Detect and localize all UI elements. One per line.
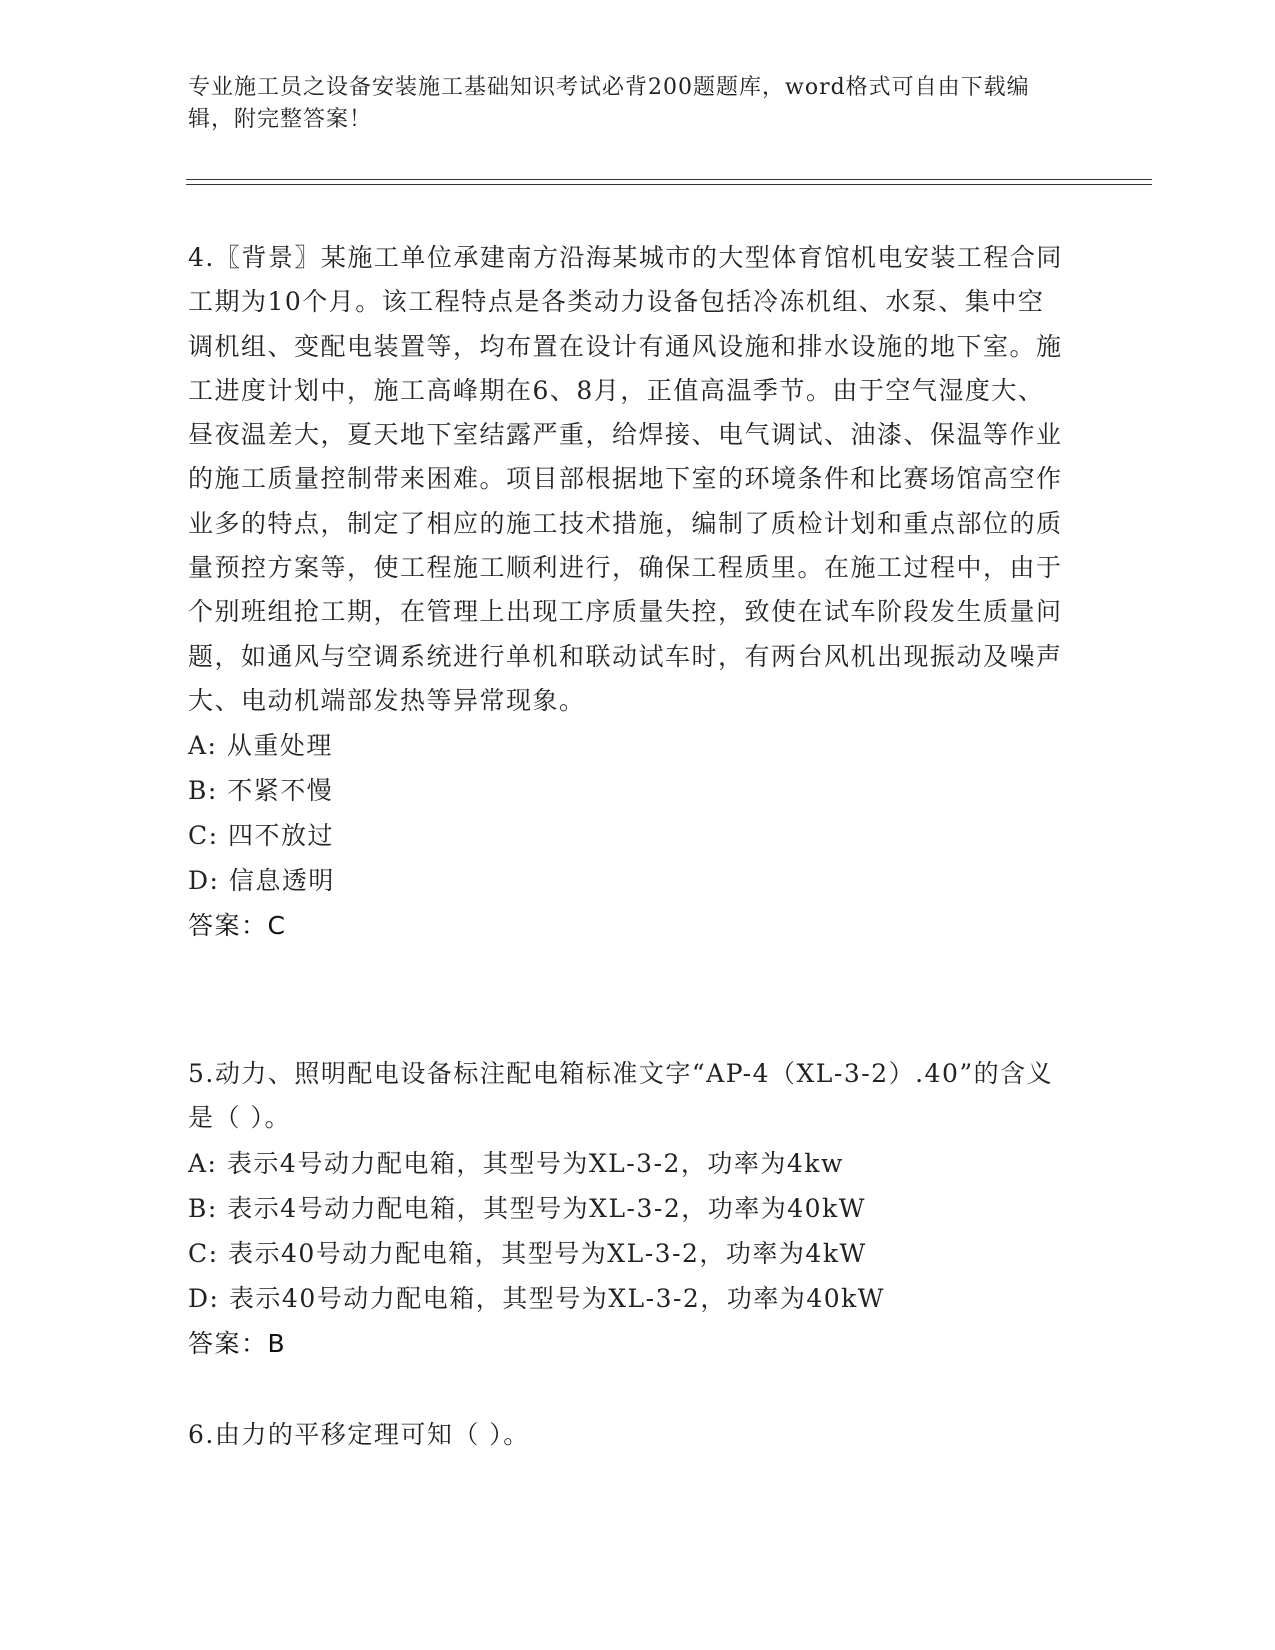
question-6	[188, 1413, 1068, 1457]
question-4-stem: 4.〖背景〗某施工单位承建南方沿海某城市的大型体育馆机电安装工程合同工期为10个月。该工程特点是各类动力设备包括冷冻机组、水泵、集中空调机组、变配电装置等，均布置在设计有通风设施和排水设施的地下室。施工进度计划中，施工高峰期在6、8月，正值高温季节。由于空气湿度大、昼夜温差大，夏天地下室结露严重，给焊接、电气调试、油漆、保温等作业的施工质量控制带来困难。项目部根据地下室的环境条件和比赛场馆高空作业多的特点，制定了相应的施工技术措施，编制了质检计划和重点部位的质量预控方案等，使工程施工顺利进行，确保工程质里。在施工过程中，由于个别班组抢工期，在管理上出现工序质量失控，致使在试车阶段发生质量问题，如通风与空调系统进行单机和联动试车时，有两台风机出现振动及噪声大、电动机端部发热等异常现象。	[188, 243, 1063, 715]
question-5-stem: 5.动力、照明配电设备标注配电箱标准文字“AP-4（XL-3-2）.40”的含义是（ ）。	[188, 1059, 1054, 1133]
question-5-option-d: D: 表示40号动力配电箱，其型号为XL-3-2，功率为40kW	[188, 1283, 885, 1313]
question-4-option-b: B: 不紧不慢	[188, 776, 334, 806]
question-4-option-a: A: 从重处理	[188, 731, 333, 761]
question-4-answer: 答案：C	[188, 911, 287, 941]
header-divider-bottom	[186, 184, 1152, 185]
question-5-option-b: B: 表示4号动力配电箱，其型号为XL-3-2，功率为40kW	[188, 1193, 866, 1223]
question-5	[188, 1052, 1068, 1366]
question-5-answer: 答案：B	[188, 1328, 287, 1358]
question-4-option-d: D: 信息透明	[188, 866, 335, 896]
header-divider-top	[186, 179, 1152, 180]
document-header-title: 专业施工员之设备安装施工基础知识考试必背200题题库，word格式可自由下载编辑，附完整答案！	[188, 75, 1030, 132]
question-6-stem: 6.由力的平移定理可知（ ）。	[188, 1420, 530, 1449]
question-5-option-a: A: 表示4号动力配电箱，其型号为XL-3-2，功率为4kw	[188, 1148, 844, 1178]
question-5-option-c: C: 表示40号动力配电箱，其型号为XL-3-2，功率为4kW	[188, 1238, 867, 1268]
question-4-option-c: C: 四不放过	[188, 821, 334, 851]
question-4	[188, 236, 1068, 948]
